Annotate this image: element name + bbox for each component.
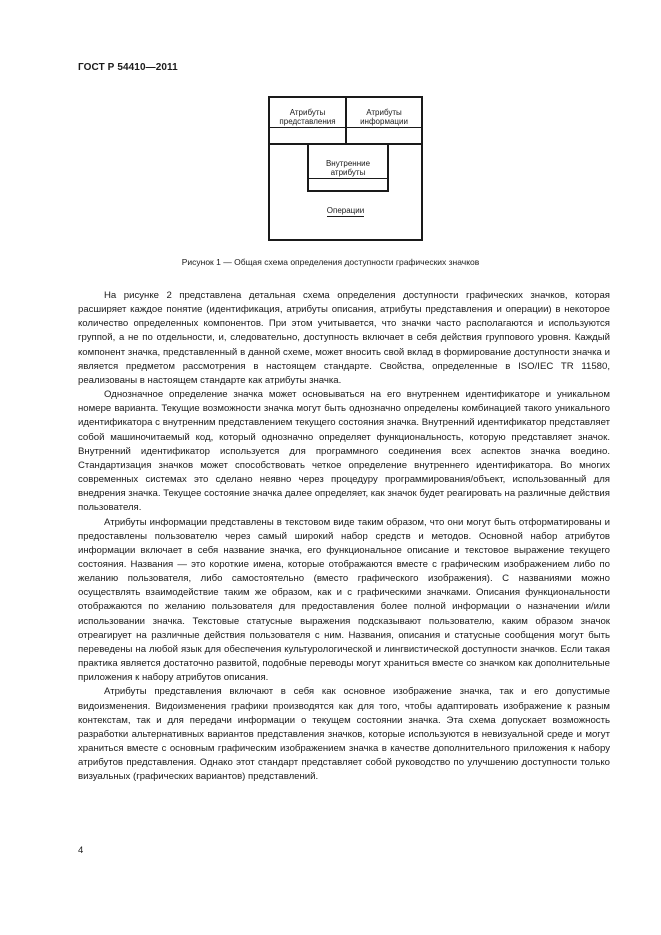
body-text (78, 289, 610, 784)
standard-header: ГОСТ Р 54410—2011 (78, 62, 178, 73)
presentation-attributes-label: Атрибуты представления (270, 108, 345, 128)
operations-box (270, 206, 421, 226)
information-attributes-box (347, 98, 421, 145)
internal-attributes-box (307, 145, 389, 192)
paragraph: Атрибуты информации представлены в текстовом виде таким образом, что они могут быть отформатированы и предоставлены пользователю через самый широкий набор средств и методов. Основной набор атрибутов информации включает в себя название значка, его функциональное описание и текстовое выражение текущего состояния. Названия — это короткие имена, которые отображаются вместе с графическим изображением либо по желанию пользователя, либо самостоятельно (вместо графического изображения). С названиями можно осуществлять взаимодействие таким же образом, как и с графическими значками. Описания функциональности отображаются по желанию пользователя для предоставления более полной информации о назначении и/или использовании значка. Текстовые статусные выражения подсказывают пользователю, каким образом значок отреагирует на различные действия пользователя с ним. Названия, описания и статусные сообщения могут быть переведены на любой язык для обеспечения культурологической и лингвистической доступности значков. Если такая практика является достаточно развитой, подобные переводы могут храниться вместе со значком как дополнительные приложения к набору атрибутов описания. (78, 516, 610, 684)
paragraph: На рисунке 2 представлена детальная схема определения доступности графических значков, которая расширяет каждое понятие (идентификация, атрибуты описания, атрибуты представления и операции) в некоторое количество определенных компонентов. При этом учитывается, что значки часто располагаются и используются группой, а не по отдельности, и, следовательно, доступность включает в себя действия группового уровня. Каждый компонент значка, представленный в данной схеме, может вносить свой вклад в формирование доступности значка и является предметом рассмотрения в настоящем стандарте. Свойства, определенные в ISO/IEC TR 11580, реализованы в настоящем стандарте как атрибуты значка. (78, 290, 610, 386)
operations-label: Операции (326, 206, 365, 215)
presentation-attributes-box (270, 98, 347, 145)
accessibility-scheme-diagram (268, 96, 423, 241)
internal-attributes-label: Внутренние атрибуты (309, 159, 387, 179)
paragraph: Однозначное определение значка может основываться на его внутреннем идентификаторе и уникальном номере варианта. Текущие возможности значка могут быть однозначно определены комбинацией такого уникального идентификатора с внутренним представлением текущего состояния значка. Внутренний идентификатор представляет собой машиночитаемый код, который однозначно определяет функциональность, которую представляет значок. Внутренний идентификатор используется для программного соединения всех аспектов значка воедино. Стандартизация значков может способствовать четкое определение внутреннего идентификатора. Во многих современных системах это сделано неявно через процедуру программирования/объект, использованный для внедрения значка. Текущее состояние значка далее определяет, как значок будет реагировать на различные действия пользователя. (78, 389, 610, 514)
paragraph: Атрибуты представления включают в себя как основное изображение значка, так и его допустимые видоизменения. Видоизменения графики производятся как для того, чтобы адаптировать изображение к разным контекстам, так и для передачи информации о текущем состоянии значка. Эта схема допускает возможность разработки альтернативных вариантов представления значков, которые используются в невизуальной среде и могут храниться вместе с основным графическим изображением значка в качестве дополнительного приложения к набору атрибутов представления. Однако этот стандарт представляет собой руководство по улучшению доступности только визуальных (графических вариантов) представлений. (78, 686, 610, 783)
figure-caption: Рисунок 1 — Общая схема определения доступности графических значков (181, 257, 480, 267)
information-attributes-label: Атрибуты информации (347, 108, 421, 128)
page-number: 4 (78, 845, 84, 856)
